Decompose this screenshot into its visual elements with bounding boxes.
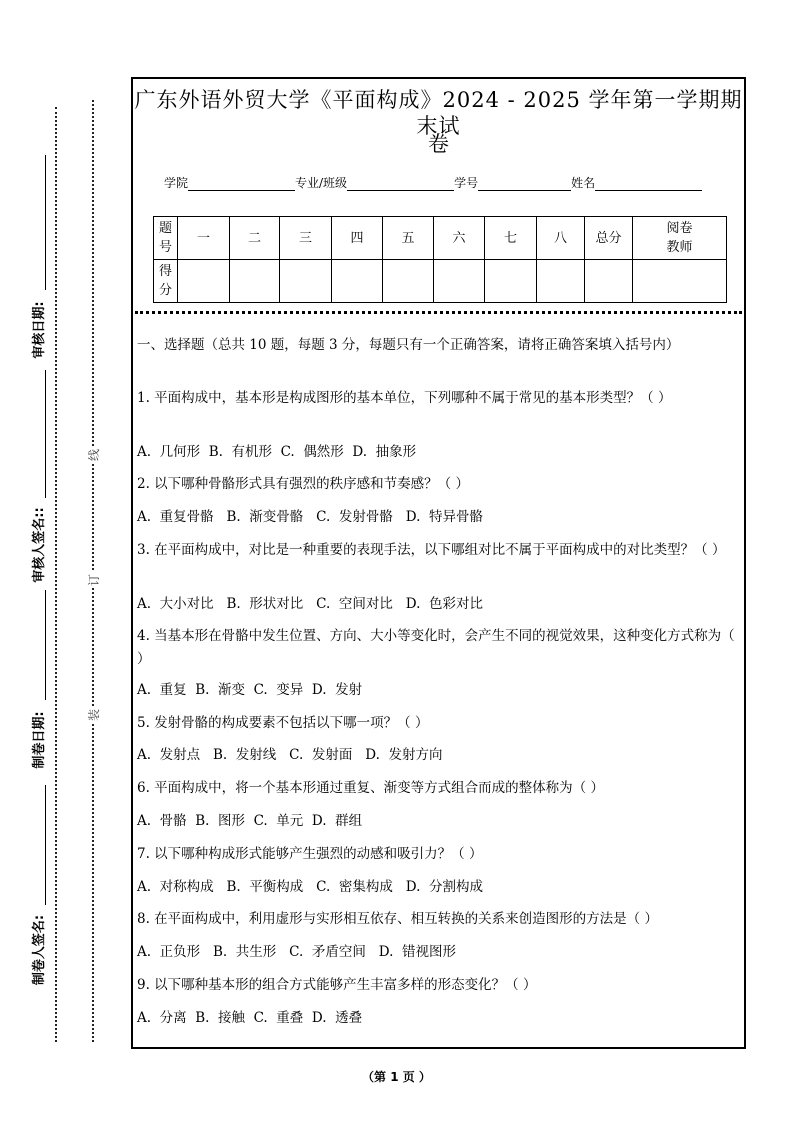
question-2-options: A. 重复骨骼 B. 渐变骨骼 C. 发射骨骼 D. 特异骨骼: [137, 509, 483, 525]
col-header-5: 五: [383, 217, 434, 260]
question-9-options: A. 分离 B. 接触 C. 重叠 D. 透叠: [137, 1010, 363, 1026]
binding-dotted-line: [55, 107, 57, 1042]
col-header-8: 八: [537, 217, 585, 260]
paper-maker-signature-label: 制卷人签名:: [32, 905, 48, 995]
score-cell-8[interactable]: [537, 260, 585, 303]
score-table-header-row: [154, 217, 727, 260]
binding-mark-bind: 装: [87, 709, 101, 722]
col-header-4: 四: [332, 217, 383, 260]
score-table-score-row: [154, 260, 727, 303]
question-5: 5. 发射骨骼的构成要素不包括以下哪一项？（ ）: [137, 715, 429, 731]
col-header-3: 三: [280, 217, 332, 260]
question-8: 8. 在平面构成中，利用虚形与实形相互依存、相互转换的关系来创造图形的方法是（ ）: [137, 911, 658, 927]
question-7: 7. 以下哪种构成形式能够产生强烈的动感和吸引力？（ ）: [137, 846, 483, 862]
col-header-2: 二: [230, 217, 280, 260]
review-date-label: 审核日期:: [32, 290, 48, 370]
paper-date-label: 制卷日期:: [32, 700, 48, 780]
col-header-7: 七: [485, 217, 537, 260]
student-id-field[interactable]: [478, 178, 571, 191]
college-field[interactable]: [188, 178, 295, 191]
question-2: 2. 以下哪种骨骼形式具有强烈的秩序感和节奏感？（ ）: [137, 476, 469, 492]
question-3-options: A. 大小对比 B. 形状对比 C. 空间对比 D. 色彩对比: [137, 596, 483, 612]
dotted-separator: [135, 311, 742, 314]
question-4: 4. 当基本形在骨骼中发生位置、方向、大小等变化时，会产生不同的视觉效果，这种变化方式称为（ ）: [137, 628, 735, 667]
binding-mark-staple: 订: [87, 574, 101, 587]
question-1-options: A. 几何形 B. 有机形 C. 偶然形 D. 抽象形: [137, 444, 417, 460]
student-info-row: [164, 175, 702, 191]
question-3: 3. 在平面构成中，对比是一种重要的表现手法，以下哪组对比不属于平面构成中的对比类型？（ ）: [137, 542, 726, 558]
signature-line: [45, 590, 46, 700]
question-number-header: 题 号: [154, 217, 178, 260]
section-heading: 一、选择题（总共 10 题，每题 3 分，每题只有一个正确答案，请将正确答案填入括号内）: [137, 337, 680, 353]
score-cell-reviewer[interactable]: [633, 260, 727, 303]
question-6: 6. 平面构成中，将一个基本形通过重复、渐变等方式组合而成的整体称为（ ）: [137, 780, 604, 796]
score-cell-5[interactable]: [383, 260, 434, 303]
page-number: （第 1 页 ）: [362, 1070, 431, 1084]
col-header-reviewer: 阅卷 教师: [633, 217, 727, 260]
question-4-options: A. 重复 B. 渐变 C. 变异 D. 发射: [137, 682, 363, 698]
binding-dotted-line: [92, 100, 94, 1042]
question-7-options: A. 对称构成 B. 平衡构成 C. 密集构成 D. 分割构成: [137, 879, 483, 895]
major-class-label: 专业/班级: [295, 176, 348, 190]
question-8-options: A. 正负形 B. 共生形 C. 矛盾空间 D. 错视图形: [137, 944, 456, 960]
name-label: 姓名: [571, 176, 596, 190]
score-cell-total[interactable]: [585, 260, 633, 303]
major-class-field[interactable]: [347, 178, 454, 191]
score-table: [153, 216, 727, 303]
signature-line: [45, 785, 46, 907]
col-header-1: 一: [178, 217, 230, 260]
col-header-6: 六: [434, 217, 485, 260]
score-cell-1[interactable]: [178, 260, 230, 303]
binding-mark-line: 线: [87, 449, 101, 462]
col-header-total: 总分: [585, 217, 633, 260]
exam-title-continued: 卷: [428, 132, 449, 156]
question-1: 1. 平面构成中，基本形是构成图形的基本单位，下列哪种不属于常见的基本形类型？（ ）: [137, 390, 672, 406]
reviewer-signature-label: 审核人签名::: [32, 500, 48, 590]
score-cell-3[interactable]: [280, 260, 332, 303]
exam-paper-frame: [131, 77, 746, 1049]
exam-title: 广东外语外贸大学《平面构成》2024 - 2025 学年第一学期期末试: [134, 88, 743, 138]
score-cell-6[interactable]: [434, 260, 485, 303]
signature-line: [45, 368, 46, 498]
score-cell-2[interactable]: [230, 260, 280, 303]
question-5-options: A. 发射点 B. 发射线 C. 发射面 D. 发射方向: [137, 747, 443, 763]
score-cell-4[interactable]: [332, 260, 383, 303]
student-id-label: 学号: [454, 176, 479, 190]
question-6-options: A. 骨骼 B. 图形 C. 单元 D. 群组: [137, 813, 363, 829]
score-header: 得 分: [154, 260, 178, 303]
college-label: 学院: [164, 176, 189, 190]
score-cell-7[interactable]: [485, 260, 537, 303]
name-field[interactable]: [595, 178, 702, 191]
signature-line: [45, 155, 46, 295]
question-9: 9. 以下哪种基本形的组合方式能够产生丰富多样的形态变化？（ ）: [137, 977, 537, 993]
